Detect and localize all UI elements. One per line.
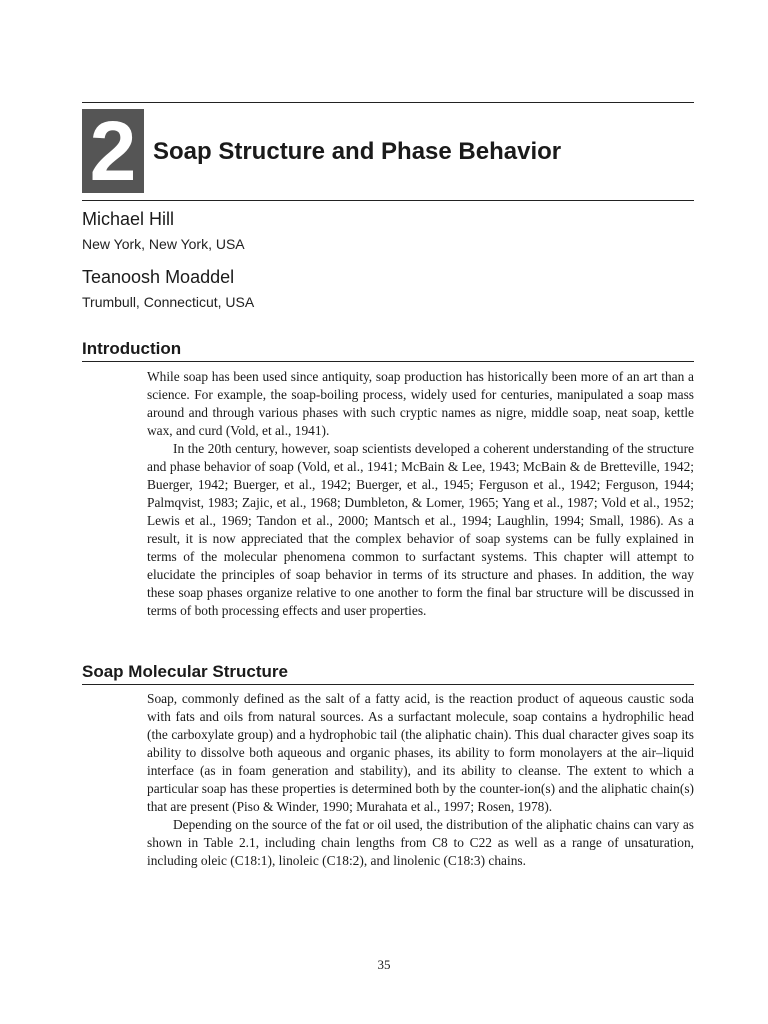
title-rule — [82, 200, 694, 201]
chapter-title: Soap Structure and Phase Behavior — [153, 138, 562, 165]
author-name: Michael Hill — [82, 209, 175, 229]
paragraph: Soap, commonly defined as the salt of a fatty acid, is the reaction product of aqueous caustic soda with fats and oils from natural sources. As a surfactant molecule, soap contains a hydrophilic head (the carboxylate group) and a hydrophobic tail (the aliphatic chain). This dual character gives soap its ability to dissolve both aqueous and organic phases, its ability to form monolayers at the air–liquid interface (as in foam generation and stability), and its ability to cleanse. The extent to which a particular soap has these properties is determined both by the counter-ion(s) and the aliphatic chain(s) that are present (Piso & Winder, 1990; Murahata et al., 1997; Rosen, 1978). — [147, 691, 694, 814]
paragraph: In the 20th century, however, soap scientists developed a coherent understanding of the structure and phase behavior of soap (Vold, et al., 1941; McBain & Lee, 1943; McBain & de Bretteville, 1942; Buerger, 1942; Buerger, et al., 1942; Buerger, et al., 1945; Ferguson et al., 1942; Ferguson, 1944; Palmqvist, 1983; Zajic, et al., 1968; Dumbleton, & Lomer, 1965; Yang et al., 1987; Vold et al., 1952; Lewis et al., 1969; Tandon et al., 2000; Mantsch et al., 1994; Laughlin, 1994; Small, 1986). As a result, it is now appreciated that the complex behavior of soap systems can be fully explained in terms of the molecular phenomena common to surfactant systems. This chapter will attempt to elucidate the principles of soap behavior in terms of its structure and phases. In addition, the way these soap phases organize relative to one another to form the final bar structure will be discussed in terms of both processing effects and user properties. — [147, 441, 694, 618]
author-affiliation: New York, New York, USA — [82, 236, 245, 252]
paragraph: While soap has been used since antiquity, soap production has historically been more of an art than a science. For example, the soap-boiling process, widely used for centuries, manipulated a soap mass around and through various phases with such cryptic names as nigre, middle soap, neat soap, kettle wax, and curd (Vold, et al., 1941). — [147, 369, 694, 438]
chapter-number-badge: 2 — [82, 109, 144, 193]
page-number: 35 — [377, 957, 391, 972]
section-rule — [82, 361, 694, 362]
introduction-body — [147, 368, 694, 620]
author-name: Teanoosh Moaddel — [82, 267, 235, 287]
author-affiliation: Trumbull, Connecticut, USA — [82, 294, 255, 310]
section-rule — [82, 684, 694, 685]
molecular-structure-body — [147, 690, 694, 870]
paragraph: Depending on the source of the fat or oil used, the distribution of the aliphatic chains can vary as shown in Table 2.1, including chain lengths from C8 to C22 as well as a range of unsaturation, including oleic (C18:1), linoleic (C18:2), and linolenic (C18:3) chains. — [147, 817, 694, 868]
section-heading-introduction: Introduction — [82, 339, 182, 358]
top-rule — [82, 102, 694, 103]
section-heading-soap-molecular-structure: Soap Molecular Structure — [82, 662, 288, 681]
